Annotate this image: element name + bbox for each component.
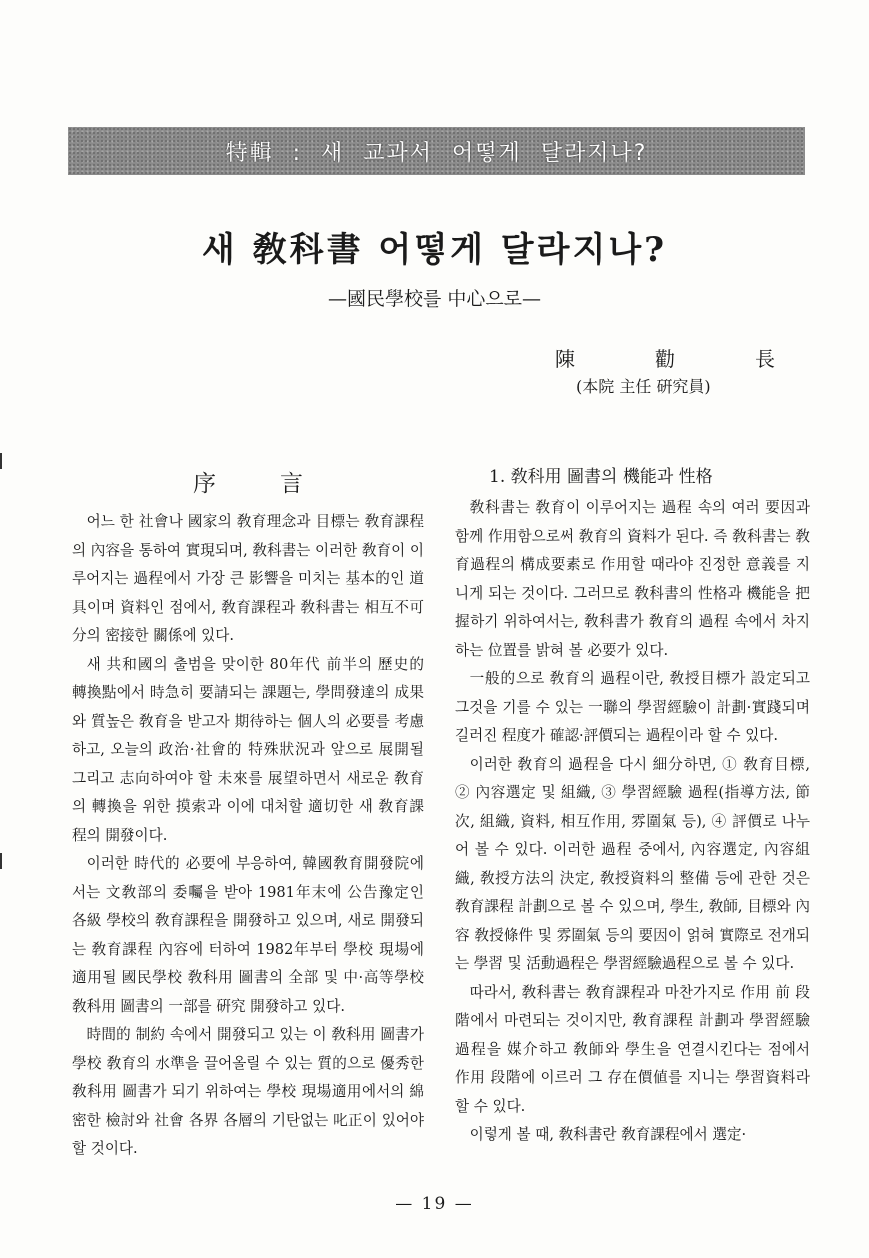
paragraph: 새 共和國의 출범을 맞이한 80年代 前半의 歷史的 轉換點에서 時急히 要請되는 課題는, 學問發達의 成果와 質높은 敎育을 받고자 期待하는 個人의 必要를 考慮하고, 오늘의 政治·社會的 特殊狀況과 앞으로 展開될 그리고 志向하여야 할 未來를 展望하면서 새로운 敎育의 轉換을 위한 摸索과 이에 대처할 適切한 새 敎育課程의 開發이다. [72,655,424,844]
paragraph: 時間的 制約 속에서 開發되고 있는 이 敎科用 圖書가 學校 敎育의 水準을 끌어올릴 수 있는 質的으로 優秀한 敎科用 圖書가 되기 위하여는 學校 現場適用에서의 綿密한 檢討와 社會 各界 各層의 기탄없는 叱正이 있어야 할 것이다. [72,1026,424,1157]
paragraph: 어느 한 社會나 國家의 敎育理念과 目標는 敎育課程의 內容을 통하여 實現되며, 敎科書는 이러한 敎育이 이루어지는 過程에서 가장 큰 影響을 미치는 基本的인 道具이며 資料인 점에서, 敎育課程과 敎科書는 相互不可分의 密接한 關係에 있다. [72,513,424,644]
scan-margin-mark [0,453,2,469]
page-number: — 19 — [395,1194,474,1214]
paragraph: 따라서, 敎科書는 敎育課程과 마찬가지로 作用 前 段階에서 마련되는 것이지만, 敎育課程 計劃과 學習經驗 過程을 媒介하고 敎師와 學生을 연결시킨다는 점에서 作用 段階에 이르러 그 存在價値를 지니는 學習資料라 할 수 있다. [455,983,810,1115]
section-banner [68,127,805,175]
scan-margin-mark [0,853,2,869]
paragraph: 一般的으로 敎育의 過程이란, 敎授目標가 設定되고 그것을 기를 수 있는 一聯의 學習經驗이 計劃·實踐되며 길러진 程度가 確認·評價되는 過程이라 할 수 있다. [455,670,810,744]
right-column [455,494,810,1150]
author-affiliation: (本院 主任 硏究員) [576,377,711,396]
heading-char: 序 [193,471,216,497]
author-name-char: 勸 [655,347,675,371]
author-name-char: 陳 [555,347,575,371]
section-heading-functions: 1. 敎科用 圖書의 機能과 性格 [489,467,713,487]
heading-char: 言 [280,471,303,497]
banner-text: 特輯 : 새 교과서 어떻게 달라지나? [225,140,648,166]
author-name-char: 長 [755,347,775,371]
paragraph: 敎科書는 敎育이 이루어지는 過程 속의 여러 要因과 함께 作用함으로써 敎育의 資料가 된다. 즉 敎科書는 敎育過程의 構成要素로 作用할 때라야 진정한 意義를 지니게 되는 것이다. 그러므로 敎科書의 性格과 機能을 把握하기 위하여서는, 敎科書가 敎育의 過程 속에서 차지하는 位置를 밝혀 볼 必要가 있다. [455,499,810,659]
paragraph: 이러한 時代的 必要에 부응하여, 韓國敎育開發院에서는 文敎部의 委囑을 받아 1981年末에 公告豫定인 各級 學校의 敎育課程을 開發하고 있으며, 새로 開發되는 敎育課程 內容에 터하여 1982年부터 學校 現場에 適用될 國民學校 敎科用 圖書의 全部 및 中·高等學校 敎科用 圖書의 一部를 硏究 開發하고 있다. [72,855,424,1015]
article-subtitle: —國民學校를 中心으로— [327,288,542,310]
paragraph: 이렇게 볼 때, 敎科書란 敎育課程에서 選定· [469,1126,747,1143]
left-column [72,508,424,1164]
author-name [555,343,775,372]
paragraph: 이러한 敎育의 過程을 다시 細分하면, ① 敎育目標, ② 內容選定 및 組織, ③ 學習經驗 過程(指導方法, 節次, 組織, 資料, 相互作用, 雰圍氣 등), ④ 評價로 나누어 볼 수 있다. 이러한 過程 중에서, 內容選定, 內容組織, 敎授方法의 決定, 敎授資料의 整備 등에 관한 것은 敎育課程 計劃으로 볼 수 있으며, 學生, 敎師, 目標와 內容 敎授條件 및 雰圍氣 등의 要因이 얽혀 實際로 전개되는 學習 및 活動過程은 學習經驗過程으로 볼 수 있다. [455,755,810,972]
section-heading-preface [193,465,303,498]
article-title: 새 敎科書 어떻게 달라지나? [201,230,668,270]
